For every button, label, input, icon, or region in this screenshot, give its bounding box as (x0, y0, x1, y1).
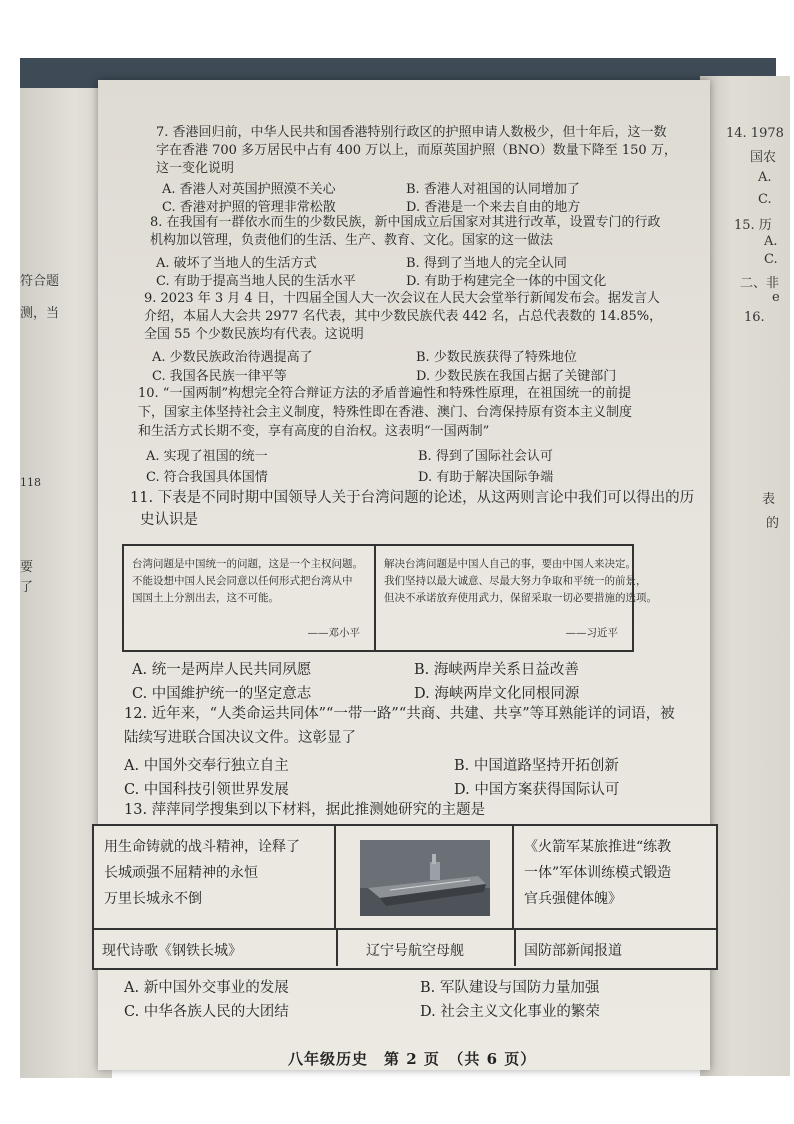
quote-author-deng: ——邓小平 (307, 627, 360, 639)
q13-material-table (92, 824, 718, 970)
right-margin-text: C. (758, 192, 772, 207)
q12-option-c: C. 中国科技引领世界发展 (124, 782, 289, 798)
q11-option-d: D. 海峡两岸文化同根同源 (414, 686, 580, 702)
q7-option-d: D. 香港是一个来去自由的地方 (406, 200, 581, 215)
right-margin-text: 二、非 (740, 276, 780, 291)
q10-option-b: B. 得到了国际社会认可 (418, 449, 553, 464)
q13-option-b: B. 军队建设与国防力量加强 (420, 980, 600, 996)
news-line: 官兵强健体魄》 (524, 891, 622, 907)
q7-option-b: B. 香港人对祖国的认同增加了 (406, 182, 580, 197)
caption-carrier: 辽宁号航空母舰 (366, 943, 464, 959)
photo-background (20, 58, 784, 1068)
q10-option-a: A. 实现了祖国的统一 (146, 449, 268, 464)
q12-stem-line: 12. 近年来，“人类命运共同体”“一带一路”“共商、共建、共享”等耳熟能详的词语，被 (124, 706, 675, 722)
caption-poem: 现代诗歌《钢铁长城》 (102, 943, 242, 959)
q10-stem-line: 10. “一国两制”构想完全符合辩证方法的矛盾普遍性和特殊性原理，在祖国统一的前提 (138, 386, 632, 401)
q10-stem-line: 下，国家主体坚持社会主义制度，特殊性即在香港、澳门、台湾保持原有资本主义制度 (138, 405, 633, 420)
left-margin-text: 了 (20, 580, 34, 595)
q13-stem: 13. 萍萍同学搜集到以下材料，据此推测她研究的主题是 (124, 802, 486, 818)
q12-stem-line: 陆续写进联合国决议文件。这彰显了 (124, 730, 356, 746)
q11-stem-line: 11. 下表是不同时期中国领导人关于台湾问题的论述，从这两则言论中我们可以得出的历 (130, 490, 695, 506)
q7-stem-line: 这一变化说明 (156, 161, 235, 176)
q10-stem-line: 和生活方式长期不变，享有高度的自治权。这表明“一国两制” (138, 424, 490, 439)
q7-stem-line: 字在香港 700 多万居民中占有 400 万以上，而原英国护照（BNO）数量下降至 150 万， (156, 143, 677, 158)
right-margin-text: 国农 (750, 150, 777, 165)
q12-option-a: A. 中国外交奉行独立自主 (124, 758, 289, 774)
right-margin-text: e (772, 290, 780, 305)
material-poem-cell (94, 826, 336, 930)
q13-option-a: A. 新中国外交事业的发展 (124, 980, 289, 996)
right-margin-text: C. (764, 252, 778, 267)
q11-option-c: C. 中国維护统一的坚定意志 (132, 686, 312, 702)
quote-line: 台湾问题是中国统一的问题，这是一个主权问题。 (132, 558, 363, 570)
right-margin-text: A. (764, 234, 778, 249)
material-news-cell (514, 826, 716, 930)
q8-option-d: D. 有助于构建完全一体的中国文化 (406, 274, 607, 289)
q8-option-c: C. 有助于提高当地人民的生活水平 (156, 274, 356, 289)
q8-option-a: A. 破坏了当地人的生活方式 (156, 256, 317, 271)
quote-line: 但决不承诺放弃使用武力，保留采取一切必要措施的选项。 (384, 592, 657, 604)
quote-line: 不能设想中国人民会同意以任何形式把台湾从中 (132, 575, 353, 587)
q8-stem-line: 8. 在我国有一群依水而生的少数民族，新中国成立后国家对其进行改革，设置专门的行政 (150, 215, 661, 230)
quote-line: 解决台湾问题是中国人自己的事，要由中国人来决定。 (384, 558, 636, 570)
table-divider (514, 930, 516, 966)
q8-stem-line: 机构加以管理，负责他们的生活、生产、教育、文化。国家的这一做法 (150, 233, 554, 248)
q7-option-a: A. 香港人对英国护照漠不关心 (162, 182, 336, 197)
q8-option-b: B. 得到了当地人的完全认同 (406, 256, 567, 271)
table-divider (336, 930, 338, 966)
q7-stem-line: 7. 香港回归前，中华人民共和国香港特别行政区的护照申请人数极少，但十年后，这一数 (156, 125, 667, 140)
q9-stem-line: 全国 55 个少数民族均有代表。这说明 (144, 327, 364, 342)
q9-stem-line: 介绍，本届人大会共 2977 名代表，其中少数民族代表 442 名，占总代表数的 14.85%， (144, 309, 663, 324)
poem-line: 万里长城永不倒 (104, 891, 202, 907)
right-margin-text: 表 (762, 492, 776, 507)
aircraft-carrier-image (360, 840, 490, 916)
poem-line: 长城顽强不屈精神的永恒 (104, 865, 258, 881)
left-margin-text: 118 (20, 476, 41, 489)
q13-option-d: D. 社会主义文化事业的繁荣 (420, 1004, 600, 1020)
exam-page (98, 80, 710, 1070)
material-image-cell (336, 826, 514, 930)
q11-option-b: B. 海峡两岸关系日益改善 (414, 662, 579, 678)
right-margin-text: 15. 历 (734, 218, 772, 233)
q9-option-a: A. 少数民族政治待遇提高了 (152, 350, 313, 365)
quote-line: 我们坚持以最大诚意、尽最大努力争取和平统一的前景， (384, 575, 647, 587)
left-margin-text: 符合题 (20, 274, 60, 289)
quote-xi-jinping (376, 546, 657, 650)
q9-option-d: D. 少数民族在我国占据了关键部门 (416, 369, 617, 384)
q11-option-a: A. 统一是两岸人民共同夙愿 (132, 662, 312, 678)
q9-option-c: C. 我国各民族一律平等 (152, 369, 287, 384)
left-margin-text: 测，当 (20, 306, 60, 321)
caption-news: 国防部新闻报道 (524, 943, 622, 959)
right-margin-text: A. (758, 170, 772, 185)
q9-stem-line: 9. 2023 年 3 月 4 日，十四届全国人大一次会议在人民大会堂举行新闻发布会。据发言人 (144, 291, 660, 306)
q11-quote-table (122, 544, 657, 652)
q10-option-c: C. 符合我国具体国情 (146, 470, 268, 485)
quote-line: 国国土上分割出去，这不可能。 (132, 592, 279, 604)
poem-line: 用生命铸就的战斗精神，诠释了 (104, 839, 300, 855)
q12-option-d: D. 中国方案获得国际认可 (454, 782, 620, 798)
right-margin-text: 16. (744, 310, 765, 325)
q12-option-b: B. 中国道路坚持开拓创新 (454, 758, 619, 774)
right-margin-text: 14. 1978 (726, 126, 784, 141)
q7-option-c: C. 香港对护照的管理非常松散 (162, 200, 336, 215)
q11-stem-line: 史认识是 (140, 512, 198, 528)
quote-author-xi: ——习近平 (565, 627, 618, 639)
news-line: 《火箭军某旅推进“练教 (524, 839, 672, 855)
left-margin-text: 要 (20, 560, 34, 575)
quote-deng-xiaoping (124, 546, 376, 650)
right-margin-text: 的 (766, 516, 780, 531)
page-footer: 八年级历史 第 2 页 （共 6 页） (288, 1050, 537, 1068)
q9-option-b: B. 少数民族获得了特殊地位 (416, 350, 577, 365)
q13-option-c: C. 中华各族人民的大团结 (124, 1004, 289, 1020)
q10-option-d: D. 有助于解决国际争端 (418, 470, 554, 485)
news-line: 一体”军体训练模式锻造 (524, 865, 672, 881)
